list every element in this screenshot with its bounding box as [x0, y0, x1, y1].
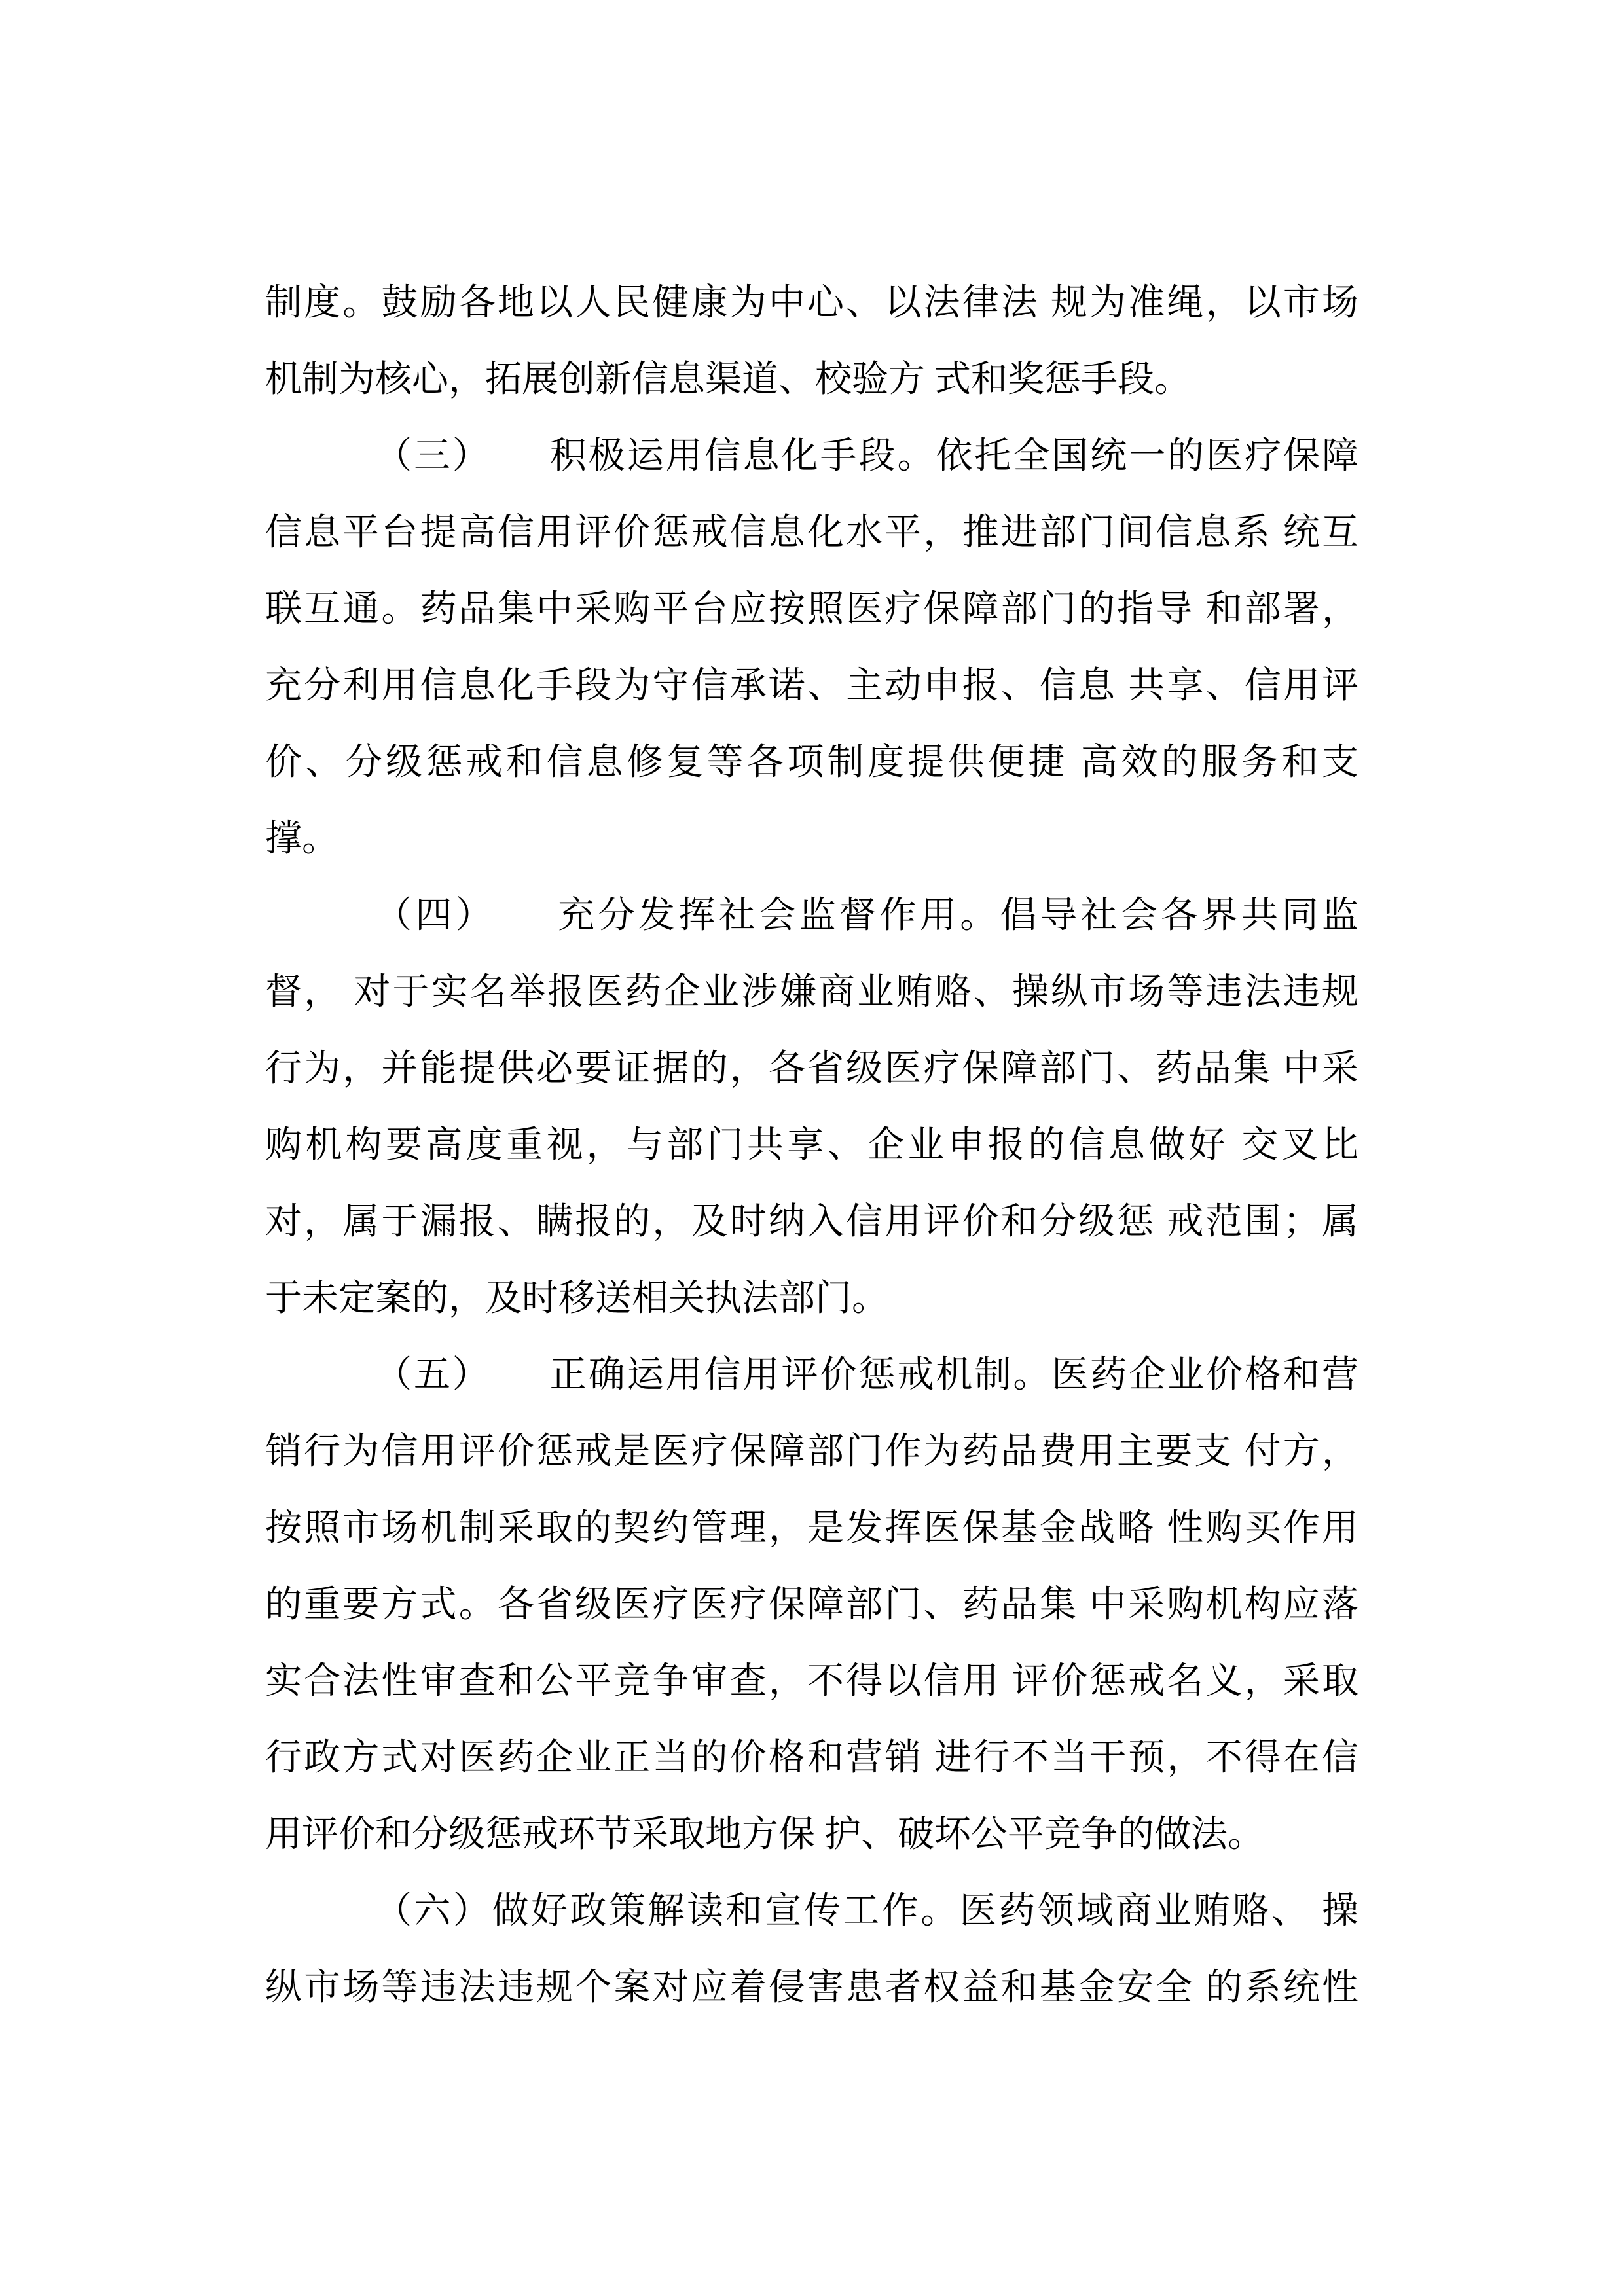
text-line: （三） 积极运用信息化手段。依托全国统一的医疗保障: [375, 436, 1358, 476]
text-line: 机制为核心，拓展创新信息渠道、校验方 式和奖惩手段。: [265, 359, 1191, 400]
paragraph-item-four: [265, 878, 1358, 1337]
text-line: 对，属于漏报、瞒报的，及时纳入信用评价和分级惩 戒范围；属: [265, 1202, 1358, 1242]
paragraph-item-five: [265, 1337, 1358, 1873]
paragraph-continuation: [265, 265, 1358, 418]
text-line: 纵市场等违法违规个案对应着侵害患者权益和基金安全 的系统性: [265, 1967, 1358, 2008]
text-line: 于未定案的，及时移送相关执法部门。: [265, 1278, 888, 1319]
text-line: 信息平台提高信用评价惩戒信息化水平，推进部门间信息系 统互: [265, 512, 1358, 553]
text-line: 销行为信用评价惩戒是医疗保障部门作为药品费用主要支 付方，: [265, 1431, 1358, 1472]
text-line: 制度。鼓励各地以人民健康为中心、以法律法 规为准绳，以市场: [265, 283, 1358, 323]
text-line: 行政方式对医药企业正当的价格和营销 进行不当干预，不得在信: [265, 1738, 1358, 1778]
text-line: 实合法性审查和公平竞争审查，不得以信用 评价惩戒名义，采取: [265, 1661, 1358, 1702]
text-line: 价、分级惩戒和信息修复等各项制度提供便捷 高效的服务和支: [265, 742, 1358, 783]
text-line: （四） 充分发挥社会监督作用。倡导社会各界共同监: [375, 895, 1358, 936]
text-line: （六）做好政策解读和宣传工作。医药领域商业贿赂、 操: [375, 1891, 1358, 1931]
text-line: 督， 对于实名举报医药企业涉嫌商业贿赂、操纵市场等违法违规: [265, 972, 1358, 1013]
text-line: 撑。: [265, 819, 338, 859]
document-content: [265, 265, 1358, 2026]
text-line: 联互通。药品集中采购平台应按照医疗保障部门的指导 和部署，: [265, 589, 1358, 630]
text-line: （五） 正确运用信用评价惩戒机制。医药企业价格和营: [375, 1355, 1358, 1395]
paragraph-item-six: [265, 1873, 1358, 2026]
text-line: 按照市场机制采取的契约管理，是发挥医保基金战略 性购买作用: [265, 1508, 1358, 1549]
paragraph-item-three: [265, 418, 1358, 878]
text-line: 购机构要高度重视，与部门共享、企业申报的信息做好 交叉比: [265, 1125, 1358, 1166]
text-line: 用评价和分级惩戒环节采取地方保 护、破坏公平竞争的做法。: [265, 1814, 1264, 1855]
text-line: 充分利用信息化手段为守信承诺、主动申报、信息 共享、信用评: [265, 666, 1358, 706]
text-line: 的重要方式。各省级医疗医疗保障部门、药品集 中采购机构应落: [265, 1585, 1358, 1625]
text-line: 行为，并能提供必要证据的，各省级医疗保障部门、药品集 中采: [265, 1049, 1358, 1089]
